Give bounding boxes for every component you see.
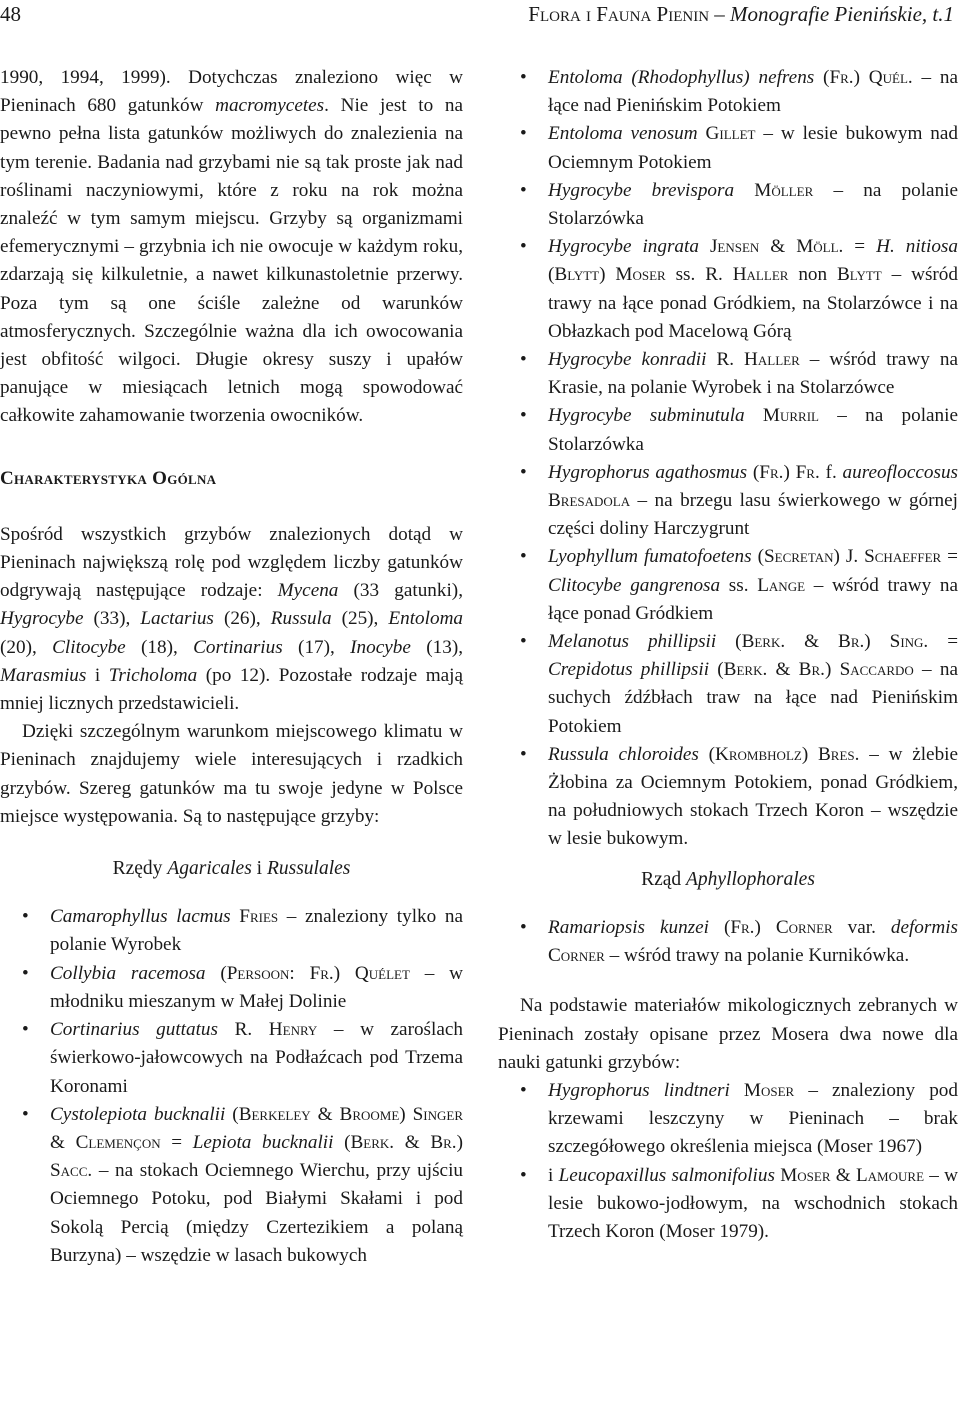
bullet-glyph: • <box>22 1019 29 1041</box>
species-entry: • Cystolepiota bucknalii (Berkeley & Broome) Singer & Clemençon = Lepiota bucknalii (Berk. & Br.) Sacc. – na stokach Ociemnego Wierchu, przy ujściu Ociemnego Potoku, pod Białymi Skałami i pod Sokolą Percią (między Czertezikiem a polaną Burzyna) – wszędzie w lasach bukowych <box>0 1101 463 1270</box>
page-header <box>0 0 960 40</box>
right-column <box>498 64 958 1246</box>
bullet-glyph: • <box>22 906 29 928</box>
species-entry: • Hygrocybe brevispora Möller – na polanie Stolarzówka <box>498 177 958 233</box>
species-entry: • Melanotus phillipsii (Berk. & Br.) Sing. = Crepidotus phillipsii (Berk. & Br.) Saccardo – na suchych źdźbłach traw na łące nad Pienińskim Potokiem <box>498 628 958 741</box>
section-heading: Charakterystyka Ogólna <box>0 467 217 489</box>
new-species-paragraph: Na podstawie materiałów mikologicznych zebranych w Pieninach zostały opisane przez Mosera dwa nowe dla nauki gatunki grzybów: <box>498 995 958 1073</box>
species-list-agaricales-right <box>498 64 958 854</box>
species-entry: • Lyophyllum fumatofoetens (Secretan) J. Schaeffer = Clitocybe gangrenosa ss. Lange – wśród trawy na łące ponad Gródkiem <box>498 543 958 628</box>
species-list-new-species <box>498 1077 958 1246</box>
bullet-glyph: • <box>520 916 527 938</box>
species-entry: • Russula chloroides (Krombholz) Bres. – w żlebie Żłobina za Ociemnym Potokiem, ponad Gródkiem, na południowych stokach Trzech Koron – wszędzie w lesie bukowym. <box>498 741 958 854</box>
species-entry: • Hygrophorus lindtneri Moser – znaleziony pod krzewami leszczyny w Pieninach – brak szczegółowego określenia miejsca (Moser 1967) <box>498 1077 958 1162</box>
section-paragraph: Dzięki szczególnym warunkom miejscowego klimatu w Pieninach znajdujemy wiele interesujących i rzadkich grzybów. Szereg gatunków ma tu swoje jedyne w Polsce miejsce występowania. Są to następujące grzyby: <box>0 721 463 827</box>
bullet-glyph: • <box>520 349 527 371</box>
bullet-glyph: • <box>22 1103 29 1125</box>
species-entry: • Cortinarius guttatus R. Henry – w zaroślach świerkowo-jałowcowych na Podłaźcach pod Trzema Koronami <box>0 1016 463 1101</box>
section-paragraph: Spośród wszystkich grzybów znalezionych dotąd w Pieninach największą rolę pod względem liczby gatunków odgrywają następujące rodzaje: Mycena (33 gatunki), Hygrocybe (33), Lactarius (26), Russula (25), Entoloma (20), Clitocybe (18), Cortinarius (17), Inocybe (13), Marasmius i Tricholoma (po 12). Pozostałe rodzaje mają mniej licznych przedstawicieli. <box>0 523 464 715</box>
bullet-glyph: • <box>520 546 527 568</box>
species-entry: • Ramariopsis kunzei (Fr.) Corner var. deformis Corner – wśród trawy na polanie Kurnikówka. <box>498 914 958 970</box>
species-entry: • Hygrophorus agathosmus (Fr.) Fr. f. aureofloccosus Bresadola – na brzegu lasu świerkowego w górnej części doliny Harczygrunt <box>498 459 958 544</box>
species-entry: • Hygrocybe subminutula Murril – na polanie Stolarzówka <box>498 402 958 458</box>
species-list-aphyllophorales <box>498 914 958 970</box>
species-entry: • i Leucopaxillus salmonifolius Moser & Lamoure – w lesie bukowo-jodłowym, na wschodnich stokach Trzech Koron (Moser 1979). <box>498 1162 958 1247</box>
species-entry: • Camarophyllus lacmus Fries – znaleziony tylko na polanie Wyrobek <box>0 903 463 959</box>
bullet-glyph: • <box>520 1164 527 1186</box>
intro-paragraph: 1990, 1994, 1999). Dotychczas znaleziono więc w Pieninach 680 gatunków macromycetes. Nie jest to na pewno pełna lista gatunków możliwych do znalezienia na tym terenie. Badania nad grzybami nie są tak proste jak nad roślinami naczyniowymi, które z roku na rok można znaleźć w tym samym miejscu. Grzyby są organizmami efemerycznymi – grzybnia ich nie owocuje w każdym roku, zdarzają się kilkuletnie, a nawet kilkunastoletnie przerwy. Poza tym są one ściśle zależne od warunków atmosferycznych. Szczególnie ważna dla ich owocowania jest obfitość wilgoci. Długie okresy suszy i upałów panujące w miesiącach letnich mogą spowodować całkowite zahamowanie tworzenia owocników. <box>0 67 463 427</box>
running-title: Flora i Fauna Pienin – Monografie Pienińskie, t.1 <box>528 2 954 26</box>
species-entry: • Entoloma venosum Gillet – w lesie bukowym nad Ociemnym Potokiem <box>498 120 958 176</box>
bullet-glyph: • <box>520 631 527 653</box>
bullet-glyph: • <box>520 461 527 483</box>
bullet-glyph: • <box>520 179 527 201</box>
bullet-glyph: • <box>520 123 527 145</box>
bullet-glyph: • <box>22 962 29 984</box>
bullet-glyph: • <box>520 67 527 88</box>
subheading-agaricales-russulales: Rzędy Agaricales i Russulales <box>112 858 351 880</box>
bullet-glyph: • <box>520 1079 527 1101</box>
species-entry: • Entoloma (Rhodophyllus) nefrens (Fr.) Quél. – na łące nad Pienińskim Potokiem <box>498 64 958 120</box>
bullet-glyph: • <box>520 743 527 765</box>
bullet-glyph: • <box>520 236 527 258</box>
bullet-glyph: • <box>520 405 527 427</box>
page-number: 48 <box>0 2 21 26</box>
subheading-aphyllophorales: Rząd Aphyllophorales <box>641 868 815 890</box>
species-entry: • Hygrocybe konradii R. Haller – wśród trawy na Krasie, na polanie Wyrobek i na Stolarzówce <box>498 346 958 402</box>
species-entry: • Hygrocybe ingrata Jensen & Möll. = H. nitiosa (Blytt) Moser ss. R. Haller non Blytt – wśród trawy na łące ponad Gródkiem, na Stolarzówce i na Obłazkach pod Macelową Górą <box>498 233 958 346</box>
species-list-agaricales-left <box>0 903 463 1270</box>
left-column <box>0 64 463 1270</box>
species-entry: • Collybia racemosa (Persoon: Fr.) Quélet – w młodniku mieszanym w Małej Dolinie <box>0 960 463 1016</box>
